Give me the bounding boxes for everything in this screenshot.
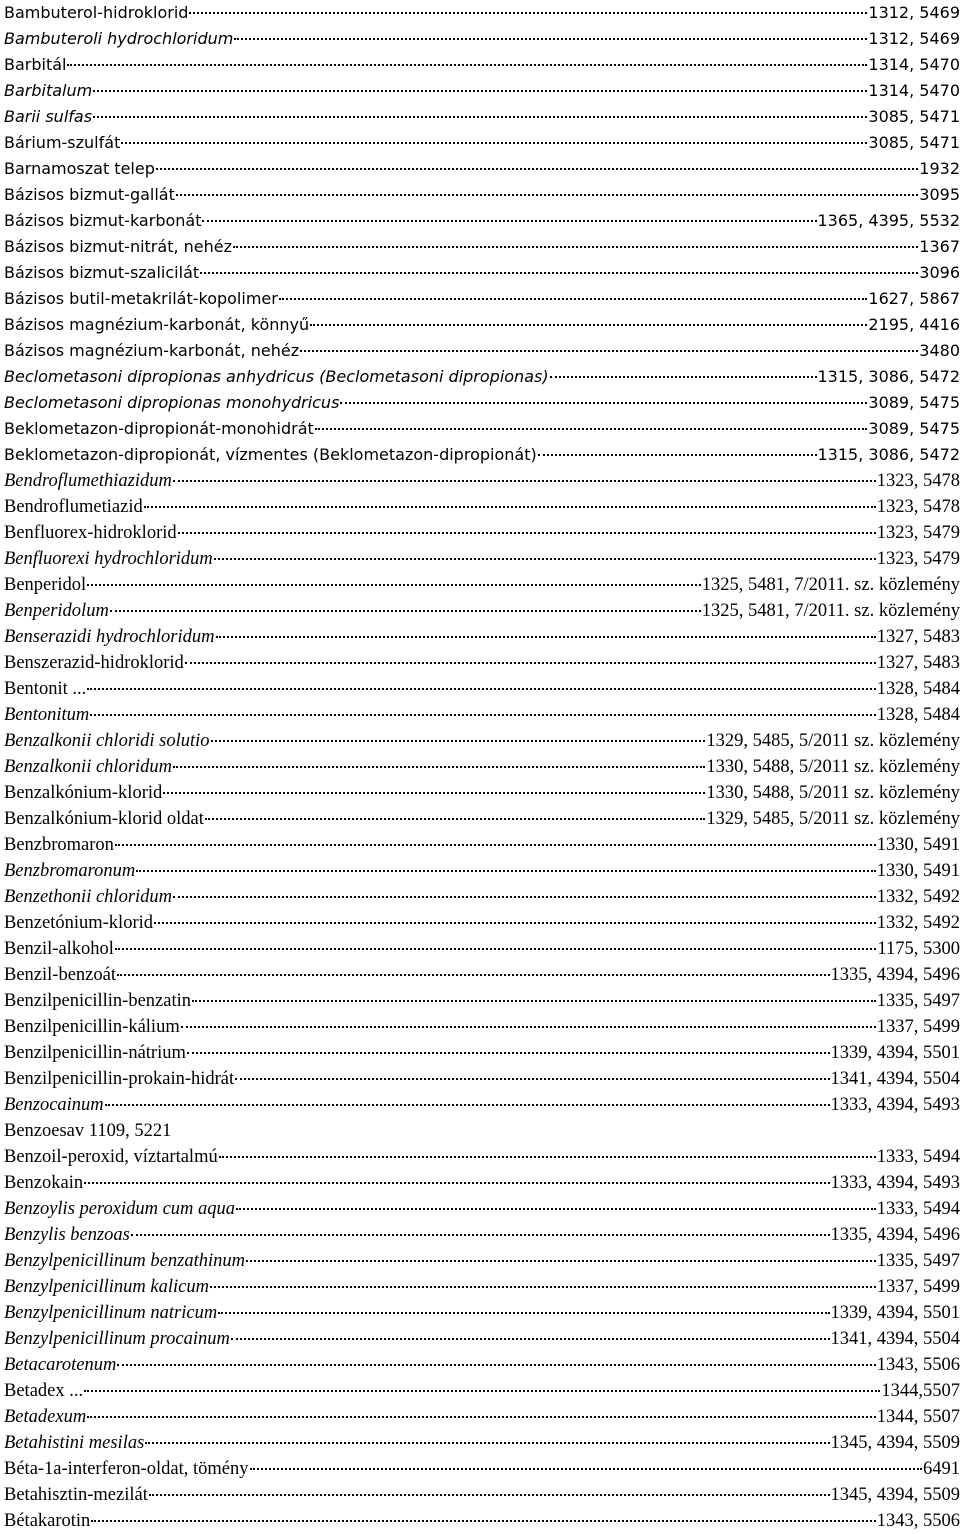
page-reference: 1175, 5300: [877, 936, 960, 962]
index-entry: [4, 1248, 960, 1274]
index-term: Barii sulfas: [4, 104, 92, 130]
dot-leader: [181, 1026, 876, 1028]
index-entry: [4, 390, 960, 416]
index-term: Benzilpenicillin-benzatin: [4, 988, 191, 1014]
index-entry: [4, 650, 960, 676]
page-reference: 1333, 5494: [877, 1196, 960, 1222]
index-entry: [4, 702, 960, 728]
page-reference: 1330, 5488, 5/2011 sz. közlemény: [706, 780, 960, 806]
dot-leader: [178, 532, 876, 534]
dot-leader: [214, 558, 876, 560]
index-entry: [4, 1404, 960, 1430]
page-reference: 3089, 5475: [868, 416, 960, 442]
page-reference: 1337, 5499: [877, 1014, 960, 1040]
page-reference: 2195, 4416: [868, 312, 960, 338]
index-entry: [4, 572, 960, 598]
index-entry: [4, 754, 960, 780]
page-reference: 1323, 5479: [877, 546, 960, 572]
dot-leader: [246, 1260, 876, 1262]
page-reference: 1332, 5492: [877, 910, 960, 936]
page-reference: 1315, 3086, 5472: [818, 442, 960, 468]
index-entry: [4, 156, 960, 182]
page-reference: 1341, 4394, 5504: [831, 1066, 960, 1092]
page-reference: 1314, 5470: [868, 52, 960, 78]
page-reference: 1344,5507: [881, 1378, 960, 1404]
index-term: Bázisos magnézium-karbonát, nehéz: [4, 338, 299, 364]
dot-leader: [205, 818, 705, 820]
index-term: Barnamoszat telep: [4, 156, 155, 182]
index-entry: [4, 1196, 960, 1222]
page-reference: 1344, 5507: [877, 1404, 960, 1430]
dot-leader: [315, 428, 868, 430]
page-reference: 1343, 5506: [877, 1508, 960, 1534]
dot-leader: [110, 610, 701, 612]
page-reference: 3096: [919, 260, 960, 286]
index-term: Benzalkonii chloridi solutio: [4, 728, 210, 754]
index-entry: [4, 234, 960, 260]
page-reference: 1327, 5483: [877, 650, 960, 676]
index-entry: [4, 1014, 960, 1040]
index-term: Béta-1a-interferon-oldat, tömény: [4, 1456, 249, 1482]
dot-leader: [279, 298, 868, 300]
index-term: Bentonitum: [4, 702, 89, 728]
index-entry: [4, 1170, 960, 1196]
index-entry: [4, 26, 960, 52]
index-term: Beclometasoni dipropionas monohydricus: [4, 390, 339, 416]
dot-leader: [84, 1182, 829, 1184]
dot-leader: [234, 38, 867, 40]
index-entry: [4, 130, 960, 156]
index-entry: [4, 624, 960, 650]
page-reference: 1327, 5483: [877, 624, 960, 650]
index-entry: [4, 494, 960, 520]
dot-leader: [187, 1052, 830, 1054]
page-reference: 1337, 5499: [877, 1274, 960, 1300]
page-reference: 1325, 5481, 7/2011. sz. közlemény: [702, 598, 960, 624]
dot-leader: [189, 12, 867, 14]
index-entry: [4, 442, 960, 468]
index-term: Betadexum: [4, 1404, 86, 1430]
index-term: Benfluorex-hidroklorid: [4, 520, 177, 546]
index-entry: [4, 104, 960, 130]
dot-leader: [105, 1104, 830, 1106]
index-entry: [4, 416, 960, 442]
index-entry: [4, 936, 960, 962]
index-entry: [4, 1144, 960, 1170]
index-list: [4, 0, 960, 1534]
dot-leader: [91, 1520, 875, 1522]
dot-leader: [90, 714, 875, 716]
index-term: Benzilpenicillin-prokain-hidrát: [4, 1066, 234, 1092]
page-reference: 3095: [919, 182, 960, 208]
page-reference: 1314, 5470: [868, 78, 960, 104]
index-entry: [4, 1040, 960, 1066]
page-reference: 1325, 5481, 7/2011. sz. közlemény: [702, 572, 960, 598]
dot-leader: [202, 220, 816, 222]
dot-leader: [93, 90, 867, 92]
index-term: Benzethonii chloridum: [4, 884, 172, 910]
dot-leader: [219, 1156, 876, 1158]
index-term: Benzbromaronum: [4, 858, 135, 884]
page-reference: 1329, 5485, 5/2011 sz. közlemény: [706, 728, 960, 754]
index-term: Bázisos bizmut-gallát: [4, 182, 175, 208]
index-entry: [4, 1508, 960, 1534]
dot-leader: [136, 870, 876, 872]
page-reference: 1345, 4394, 5509: [831, 1482, 960, 1508]
index-term: Benzylpenicillinum natricum: [4, 1300, 217, 1326]
dot-leader: [218, 1312, 829, 1314]
index-term: Benzetónium-klorid: [4, 910, 153, 936]
index-term: Benzil-alkohol: [4, 936, 114, 962]
index-term: Bentonit ...: [4, 676, 86, 702]
page-reference: 1339, 4394, 5501: [831, 1040, 960, 1066]
page-reference: 1335, 5497: [877, 1248, 960, 1274]
dot-leader: [173, 766, 705, 768]
dot-leader: [216, 636, 876, 638]
page-reference: 1312, 5469: [868, 26, 960, 52]
index-entry: [4, 1378, 960, 1404]
index-entry: [4, 520, 960, 546]
index-entry: [4, 858, 960, 884]
dot-leader: [250, 1468, 922, 1470]
index-term: Bázisos magnézium-karbonát, könnyű: [4, 312, 309, 338]
index-entry: [4, 1066, 960, 1092]
dot-leader: [200, 272, 918, 274]
index-entry: [4, 780, 960, 806]
index-term: Bambuteroli hydrochloridum: [4, 26, 233, 52]
index-term: Bázisos butil-metakrilát-kopolimer: [4, 286, 278, 312]
index-entry: [4, 1300, 960, 1326]
page-reference: 1332, 5492: [877, 884, 960, 910]
dot-leader: [115, 948, 876, 950]
index-entry: [4, 1118, 960, 1144]
index-entry: [4, 52, 960, 78]
page-reference: 1339, 4394, 5501: [831, 1300, 960, 1326]
index-term: Benzokain: [4, 1170, 83, 1196]
dot-leader: [87, 1416, 876, 1418]
page-reference: 1345, 4394, 5509: [831, 1430, 960, 1456]
dot-leader: [233, 246, 918, 248]
index-term: Benzylpenicillinum benzathinum: [4, 1248, 245, 1274]
index-term: Beclometasoni dipropionas anhydricus (Beclometasoni dipropionas): [4, 364, 549, 390]
index-term: Bázisos bizmut-karbonát: [4, 208, 201, 234]
index-term: Betacarotenum: [4, 1352, 116, 1378]
index-term: Bázisos bizmut-nitrát, nehéz: [4, 234, 232, 260]
page-reference: 1330, 5491: [877, 832, 960, 858]
index-entry: [4, 1482, 960, 1508]
index-entry: [4, 546, 960, 572]
index-term: Barbitál: [4, 52, 66, 78]
dot-leader: [145, 1442, 829, 1444]
index-entry: [4, 182, 960, 208]
index-term: Betahisztin-mezilát: [4, 1482, 148, 1508]
index-term: Benzylpenicillinum kalicum: [4, 1274, 209, 1300]
index-term: Betadex ...: [4, 1378, 83, 1404]
index-entry: [4, 1222, 960, 1248]
index-term: Benzalkónium-klorid oldat: [4, 806, 204, 832]
page-reference: 1365, 4395, 5532: [818, 208, 960, 234]
page-reference: 3089, 5475: [868, 390, 960, 416]
index-term: Bendroflumetiazid: [4, 494, 143, 520]
page-reference: 1330, 5491: [877, 858, 960, 884]
index-entry: [4, 78, 960, 104]
page-reference: 3480: [919, 338, 960, 364]
dot-leader: [67, 64, 867, 66]
page-reference: 1328, 5484: [877, 676, 960, 702]
index-entry: [4, 1092, 960, 1118]
index-term: Benserazidi hydrochloridum: [4, 624, 215, 650]
index-entry: [4, 338, 960, 364]
page-reference: 3085, 5471: [868, 130, 960, 156]
index-entry: [4, 312, 960, 338]
index-entry: [4, 1326, 960, 1352]
index-entry: [4, 598, 960, 624]
page-reference: 1329, 5485, 5/2011 sz. közlemény: [706, 806, 960, 832]
dot-leader: [154, 922, 876, 924]
index-entry: [4, 676, 960, 702]
page-reference: 3085, 5471: [868, 104, 960, 130]
index-entry: [4, 1274, 960, 1300]
page-reference: 1328, 5484: [877, 702, 960, 728]
index-term: Bétakarotin: [4, 1508, 90, 1534]
index-term: Beklometazon-dipropionát, vízmentes (Beklometazon-dipropionát): [4, 442, 537, 468]
index-term: Bázisos bizmut-szalicilát: [4, 260, 199, 286]
index-term: Benszerazid-hidroklorid: [4, 650, 184, 676]
page-reference: 1335, 4394, 5496: [831, 962, 960, 988]
page-reference: 1627, 5867: [868, 286, 960, 312]
index-entry: [4, 260, 960, 286]
index-term: Bambuterol-hidroklorid: [4, 0, 188, 26]
index-entry: [4, 962, 960, 988]
dot-leader: [149, 1494, 830, 1496]
index-term: Benzoesav 1109, 5221: [4, 1118, 171, 1144]
index-term: Benzylpenicillinum procainum: [4, 1326, 230, 1352]
index-entry: [4, 806, 960, 832]
index-term: Benperidol: [4, 572, 86, 598]
page-reference: 1323, 5478: [877, 468, 960, 494]
dot-leader: [210, 1286, 876, 1288]
index-term: Bendroflumethiazidum: [4, 468, 172, 494]
index-term: Benzoil-peroxid, víztartalmú: [4, 1144, 218, 1170]
dot-leader: [144, 506, 876, 508]
dot-leader: [211, 740, 706, 742]
index-entry: [4, 0, 960, 26]
dot-leader: [173, 480, 876, 482]
index-term: Benzil-benzoát: [4, 962, 116, 988]
index-term: Barbitalum: [4, 78, 92, 104]
index-term: Benzilpenicillin-nátrium: [4, 1040, 186, 1066]
index-term: Benzylis benzoas: [4, 1222, 130, 1248]
index-entry: [4, 364, 960, 390]
index-term: Benzocainum: [4, 1092, 104, 1118]
dot-leader: [117, 1364, 875, 1366]
page-reference: 1333, 5494: [877, 1144, 960, 1170]
dot-leader: [117, 974, 830, 976]
index-entry: [4, 468, 960, 494]
index-entry: [4, 832, 960, 858]
index-term: Benfluorexi hydrochloridum: [4, 546, 213, 572]
index-entry: [4, 1430, 960, 1456]
index-term: Benzoylis peroxidum cum aqua: [4, 1196, 235, 1222]
page-reference: 1367: [919, 234, 960, 260]
index-entry: [4, 728, 960, 754]
page-reference: 6491: [923, 1456, 960, 1482]
page-reference: 1333, 4394, 5493: [831, 1170, 960, 1196]
dot-leader: [173, 896, 876, 898]
dot-leader: [121, 142, 867, 144]
dot-leader: [84, 1390, 880, 1392]
index-term: Benzalkonii chloridum: [4, 754, 172, 780]
dot-leader: [163, 792, 705, 794]
page-reference: 1315, 3086, 5472: [818, 364, 960, 390]
dot-leader: [176, 194, 918, 196]
page-reference: 1330, 5488, 5/2011 sz. közlemény: [706, 754, 960, 780]
page-reference: 1312, 5469: [868, 0, 960, 26]
dot-leader: [236, 1208, 876, 1210]
dot-leader: [87, 688, 876, 690]
dot-leader: [310, 324, 867, 326]
page-reference: 1343, 5506: [877, 1352, 960, 1378]
index-entry: [4, 1456, 960, 1482]
dot-leader: [192, 1000, 876, 1002]
dot-leader: [185, 662, 876, 664]
dot-leader: [550, 376, 817, 378]
index-term: Betahistini mesilas: [4, 1430, 144, 1456]
dot-leader: [156, 168, 918, 170]
index-term: Beklometazon-dipropionát-monohidrát: [4, 416, 314, 442]
dot-leader: [538, 454, 817, 456]
page-reference: 1341, 4394, 5504: [831, 1326, 960, 1352]
dot-leader: [87, 584, 701, 586]
index-term: Benzalkónium-klorid: [4, 780, 162, 806]
dot-leader: [231, 1338, 830, 1340]
index-term: Bárium-szulfát: [4, 130, 120, 156]
page-reference: 1333, 4394, 5493: [831, 1092, 960, 1118]
index-entry: [4, 884, 960, 910]
dot-leader: [131, 1234, 830, 1236]
index-term: Benzilpenicillin-kálium: [4, 1014, 180, 1040]
dot-leader: [115, 844, 876, 846]
page-reference: 1335, 5497: [877, 988, 960, 1014]
index-entry: [4, 988, 960, 1014]
page-reference: 1323, 5479: [877, 520, 960, 546]
page-reference: 1932: [919, 156, 960, 182]
index-term: Benperidolum: [4, 598, 109, 624]
page-reference: 1323, 5478: [877, 494, 960, 520]
index-entry: [4, 1352, 960, 1378]
page-reference: 1335, 4394, 5496: [831, 1222, 960, 1248]
index-entry: [4, 910, 960, 936]
index-entry: [4, 286, 960, 312]
dot-leader: [93, 116, 867, 118]
dot-leader: [235, 1078, 829, 1080]
index-term: Benzbromaron: [4, 832, 114, 858]
dot-leader: [300, 350, 918, 352]
dot-leader: [340, 402, 867, 404]
index-entry: [4, 208, 960, 234]
